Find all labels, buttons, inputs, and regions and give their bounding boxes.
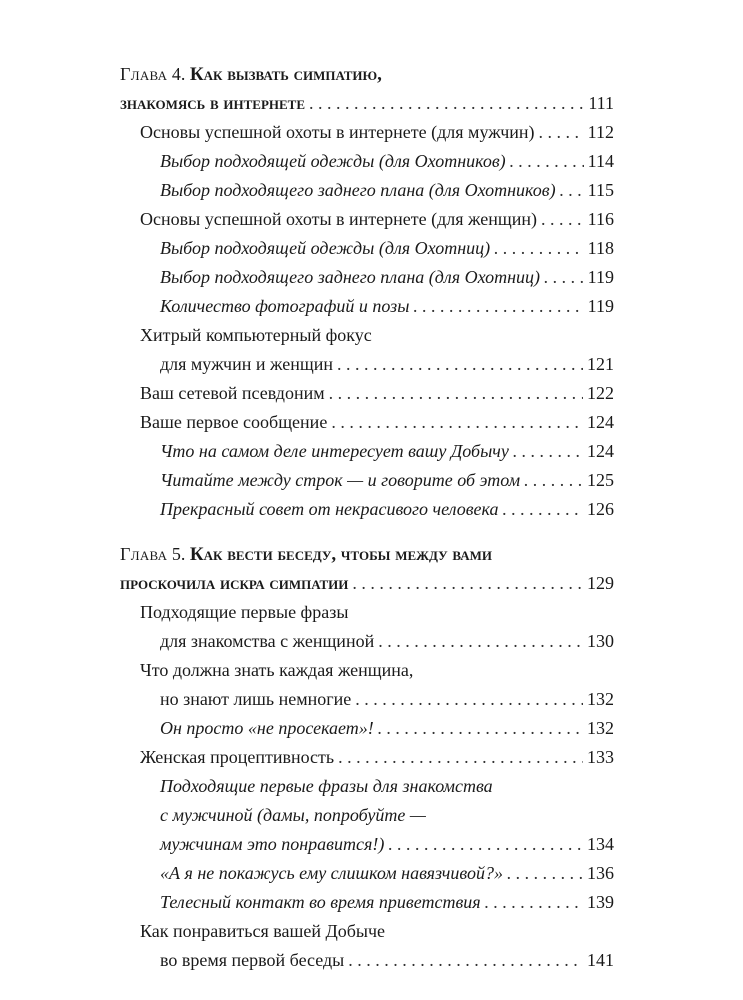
entry-title: во время первой беседы	[160, 950, 345, 970]
chapter-number: 5.	[171, 544, 186, 564]
entry-title: но знают лишь немногие	[160, 689, 352, 709]
leader-dots	[378, 714, 583, 743]
page-number: 136	[587, 863, 614, 883]
toc-entry	[120, 408, 614, 437]
table-of-contents	[120, 60, 614, 975]
chapter-label: Глава	[120, 64, 168, 84]
toc-subentry	[120, 714, 614, 743]
toc-subentry	[120, 234, 614, 263]
page-number: 118	[587, 238, 614, 258]
toc-entry	[120, 205, 614, 234]
toc-subentry	[120, 263, 614, 292]
toc-entry	[120, 917, 614, 946]
toc-entry	[120, 379, 614, 408]
entry-title: для мужчин и женщин	[160, 354, 333, 374]
leader-dots	[348, 946, 583, 975]
entry-title: Количество фотографий и позы	[160, 296, 410, 316]
page-number: 119	[587, 267, 614, 287]
toc-entry	[120, 656, 614, 685]
page-number: 124	[587, 441, 614, 461]
toc-subentry	[120, 147, 614, 176]
entry-title: Он просто «не просекает»!	[160, 718, 374, 738]
entry-title: Хитрый компьютерный фокус	[140, 325, 372, 345]
toc-subentry	[120, 176, 614, 205]
entry-title: Женская процептивность	[140, 747, 335, 767]
chapter-title: проскочила искра симпатии	[120, 573, 349, 594]
entry-title: Телесный контакт во время приветствия	[160, 892, 481, 912]
page-number: 119	[587, 296, 614, 316]
leader-dots	[352, 569, 583, 598]
leader-dots	[355, 685, 583, 714]
leader-dots	[378, 627, 583, 656]
entry-title: Выбор подходящего заднего плана (для Охотниц)	[160, 267, 541, 287]
entry-title: Выбор подходящей одежды (для Охотниц)	[160, 238, 491, 258]
leader-dots	[485, 888, 583, 917]
chapter-heading-line	[120, 60, 614, 89]
page-number: 133	[587, 747, 614, 767]
leader-dots	[539, 118, 584, 147]
entry-title: Основы успешной охоты в интернете (для женщин)	[140, 209, 537, 229]
leader-dots	[494, 234, 584, 263]
toc-entry-continuation	[120, 350, 614, 379]
entry-title: Подходящие первые фразы	[140, 602, 349, 622]
page-number: 141	[587, 950, 614, 970]
page-number: 122	[587, 383, 614, 403]
leader-dots	[503, 495, 583, 524]
entry-title: Ваш сетевой псевдоним	[140, 383, 325, 403]
leader-dots	[309, 89, 584, 118]
toc-entry	[120, 743, 614, 772]
leader-dots	[544, 263, 584, 292]
toc-entry	[120, 321, 614, 350]
page-number: 111	[588, 93, 614, 113]
chapter-heading-line	[120, 569, 614, 598]
chapter-label: Глава	[120, 544, 168, 564]
page-number: 132	[587, 718, 614, 738]
toc-subentry	[120, 888, 614, 917]
page-number: 116	[587, 209, 614, 229]
entry-title: для знакомства с женщиной	[160, 631, 375, 651]
leader-dots	[541, 205, 584, 234]
toc-entry-continuation	[120, 685, 614, 714]
leader-dots	[510, 147, 584, 176]
entry-title: Прекрасный совет от некрасивого человека	[160, 499, 499, 519]
toc-subentry-continuation	[120, 801, 614, 830]
leader-dots	[413, 292, 583, 321]
entry-title: Основы успешной охоты в интернете (для мужчин)	[140, 122, 535, 142]
chapter-title: Как вести беседу, чтобы между вами	[189, 544, 493, 565]
page-number: 125	[587, 470, 614, 490]
page-number: 129	[587, 573, 614, 593]
page-number: 121	[587, 354, 614, 374]
leader-dots	[524, 466, 583, 495]
page-number: 139	[587, 892, 614, 912]
toc-entry	[120, 118, 614, 147]
entry-title: мужчинам это понравится!)	[160, 834, 385, 854]
leader-dots	[338, 743, 583, 772]
page-number: 126	[587, 499, 614, 519]
toc-entry	[120, 598, 614, 627]
page-number: 134	[587, 834, 614, 854]
toc-subentry	[120, 859, 614, 888]
entry-title: Что на самом деле интересует вашу Добычу	[160, 441, 509, 461]
leader-dots	[331, 408, 583, 437]
toc-entry-continuation	[120, 946, 614, 975]
entry-title: Выбор подходящего заднего плана (для Охотников)	[160, 180, 556, 200]
chapter-title: Как вызвать симпатию,	[189, 64, 382, 85]
toc-subentry	[120, 292, 614, 321]
chapter-number: 4.	[171, 64, 186, 84]
chapter-heading-line	[120, 540, 614, 569]
chapter-title: знакомясь в интернете	[120, 93, 306, 114]
entry-title: «А я не покажусь ему слишком навязчивой?»	[160, 863, 503, 883]
entry-title: Что должна знать каждая женщина,	[140, 660, 414, 680]
entry-title: Выбор подходящей одежды (для Охотников)	[160, 151, 506, 171]
page-number: 112	[587, 122, 614, 142]
toc-subentry	[120, 495, 614, 524]
leader-dots	[560, 176, 584, 205]
entry-title: с мужчиной (дамы, попробуйте —	[160, 805, 426, 825]
leader-dots	[513, 437, 583, 466]
leader-dots	[507, 859, 583, 888]
page-number: 114	[587, 151, 614, 171]
page-number: 130	[587, 631, 614, 651]
leader-dots	[388, 830, 583, 859]
page-number: 124	[587, 412, 614, 432]
leader-dots	[337, 350, 583, 379]
entry-title: Как понравиться вашей Добыче	[140, 921, 386, 941]
toc-subentry	[120, 466, 614, 495]
chapter-heading-line	[120, 89, 614, 118]
chapter-spacer	[120, 524, 614, 540]
entry-title: Подходящие первые фразы для знакомства	[160, 776, 493, 796]
toc-subentry-continuation	[120, 830, 614, 859]
entry-title: Читайте между строк — и говорите об этом	[160, 470, 521, 490]
toc-subentry	[120, 437, 614, 466]
page-number: 115	[587, 180, 614, 200]
entry-title: Ваше первое сообщение	[140, 412, 328, 432]
toc-subentry	[120, 772, 614, 801]
leader-dots	[329, 379, 583, 408]
toc-entry-continuation	[120, 627, 614, 656]
page-number: 132	[587, 689, 614, 709]
